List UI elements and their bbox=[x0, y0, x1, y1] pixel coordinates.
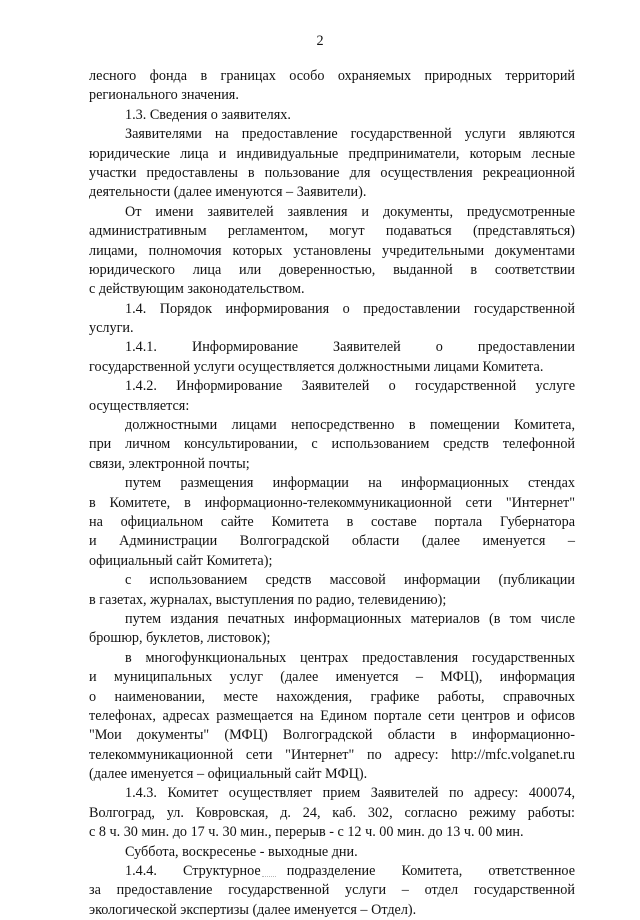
text-line: с действующим законодательством. bbox=[89, 281, 305, 298]
text-line: 1.4.1. Информирование Заявителей о предоставлении bbox=[125, 339, 575, 356]
document-body bbox=[89, 67, 575, 920]
text-line: Суббота, воскресенье - выходные дни. bbox=[125, 843, 358, 860]
text-line: государственной услуги осуществляется должностными лицами Комитета. bbox=[89, 358, 544, 375]
text-line: брошюр, буклетов, листовок); bbox=[89, 630, 271, 647]
text-line: и Администрации Волгоградской области (далее именуется – bbox=[89, 533, 575, 550]
text-line: Заявителями на предоставление государственной услуги являются bbox=[125, 126, 575, 143]
text-line: с использованием средств массовой информации (публикации bbox=[125, 572, 575, 589]
text-line: 1.3. Сведения о заявителях. bbox=[125, 106, 291, 123]
text-line: о наименовании, месте нахождения, графике работы, справочных bbox=[89, 688, 575, 705]
text-line: (далее именуется – официальный сайт МФЦ). bbox=[89, 766, 368, 783]
text-line: 1.4. Порядок информирования о предоставлении государственной bbox=[125, 300, 575, 317]
text-line: связи, электронной почты; bbox=[89, 455, 250, 472]
text-line: телекоммуникационной сети "Интернет" по адресу: http://mfc.volganet.ru bbox=[89, 746, 575, 763]
text-line: путем издания печатных информационных материалов (в том числе bbox=[125, 610, 575, 627]
text-line: лесного фонда в границах особо охраняемых природных территорий bbox=[89, 68, 575, 84]
text-line: в газетах, журналах, выступления по радио, телевидению); bbox=[89, 591, 447, 608]
text-line: в Комитете, в информационно-телекоммуникационной сети "Интернет" bbox=[89, 494, 575, 511]
text-line: лицами, полномочия которых установлены учредительными документами bbox=[89, 242, 575, 259]
text-line: телефонах, адресах размещается на Едином портале сети центров и офисов bbox=[89, 707, 575, 724]
text-line: 1.4.4. Структурное подразделение Комитета, ответственное bbox=[125, 863, 575, 880]
text-line: при личном консультировании, с использованием средств телефонной bbox=[89, 436, 575, 453]
text-line: деятельности (далее именуются – Заявители). bbox=[89, 184, 367, 201]
text-line: экологической экспертизы (далее именуется – Отдел). bbox=[89, 901, 417, 918]
text-line: на официальном сайте Комитета в составе портала Губернатора bbox=[89, 513, 575, 530]
text-line: в многофункциональных центрах предоставления государственных bbox=[125, 649, 575, 666]
text-line: От имени заявителей заявления и документы, предусмотренные bbox=[125, 203, 575, 220]
text-line: осуществляется: bbox=[89, 397, 190, 414]
text-line: за предоставление государственной услуги – отдел государственной bbox=[89, 882, 575, 899]
scan-artifact bbox=[262, 876, 276, 879]
text-line: путем размещения информации на информационных стендах bbox=[125, 475, 575, 492]
text-line: и муниципальных услуг (далее именуется – МФЦ), информация bbox=[89, 669, 575, 686]
text-line: с 8 ч. 30 мин. до 17 ч. 30 мин., перерыв - с 12 ч. 00 мин. до 13 ч. 00 мин. bbox=[89, 824, 524, 841]
text-line: "Мои документы" (МФЦ) Волгоградской области в информационно- bbox=[89, 727, 575, 744]
page-number: 2 bbox=[316, 33, 324, 49]
text-line: юридические лица и индивидуальные предприниматели, которым лесные bbox=[89, 145, 575, 162]
text-line: услуги. bbox=[89, 320, 134, 337]
text-line: должностными лицами непосредственно в помещении Комитета, bbox=[125, 417, 575, 434]
text-line: участки предоставлены в пользование для осуществления рекреационной bbox=[89, 164, 575, 181]
text-line: 1.4.3. Комитет осуществляет прием Заявителей по адресу: 400074, bbox=[125, 785, 575, 802]
text-line: регионального значения. bbox=[89, 87, 239, 104]
text-line: 1.4.2. Информирование Заявителей о государственной услуге bbox=[125, 378, 575, 395]
text-line: Волгоград, ул. Ковровская, д. 24, каб. 302, согласно режиму работы: bbox=[89, 804, 575, 821]
text-line: официальный сайт Комитета); bbox=[89, 552, 273, 569]
text-line: административным регламентом, могут подаваться (представляться) bbox=[89, 223, 575, 240]
text-line: юридического лица или доверенностью, выданной в соответствии bbox=[89, 261, 575, 278]
